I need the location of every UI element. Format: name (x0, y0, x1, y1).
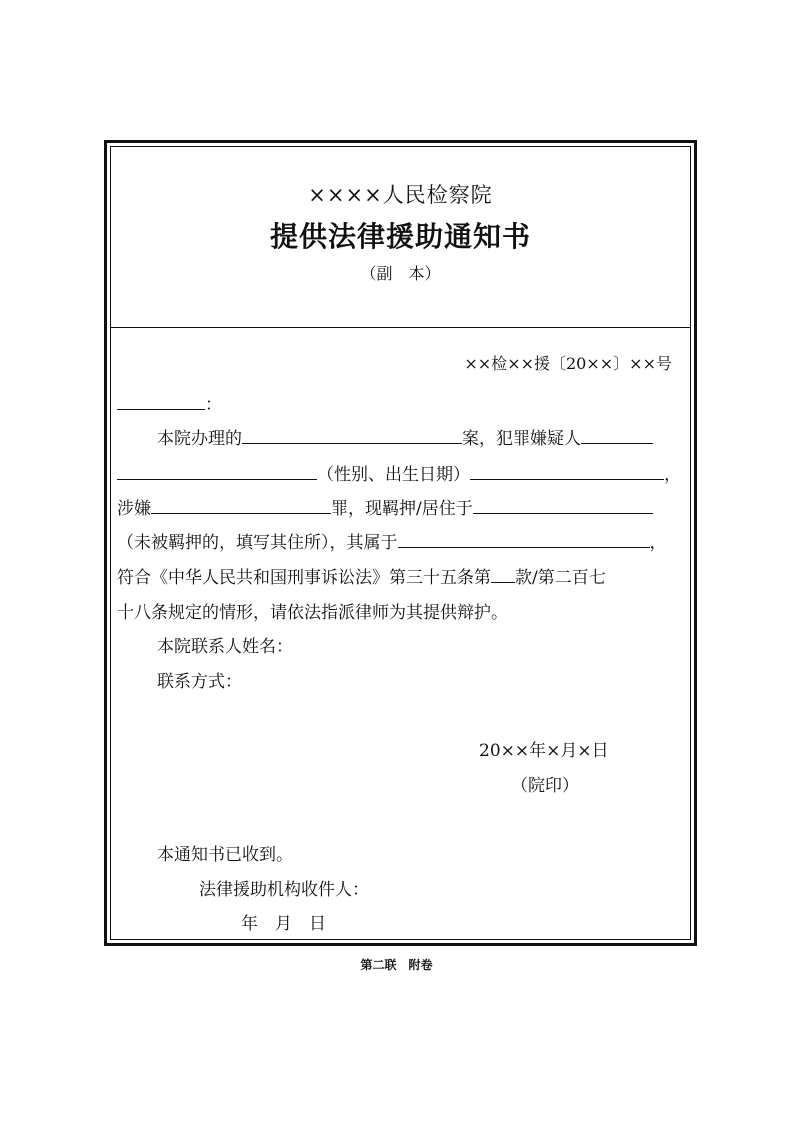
comma: ， (664, 465, 681, 485)
document-inner-border (110, 146, 691, 940)
body-line-6: 十八条规定的情形，请依法指派律师为其提供辩护。 (117, 603, 508, 623)
body-line-4 (117, 528, 667, 553)
copy-label: （副 本） (360, 264, 441, 283)
body-line-1 (157, 424, 653, 449)
text-gender-dob: （性别、出生日期） (317, 465, 470, 485)
issue-date: 20××年×月×日 (479, 741, 609, 761)
text-suspect-label: 案，犯罪嫌疑人 (462, 429, 581, 449)
comma: ， (649, 533, 667, 553)
addressee-colon: ： (205, 395, 222, 415)
text-detained-at: 罪，现羁押/居住于 (331, 499, 473, 519)
footer-copy-note: 第二联 附卷 (360, 958, 433, 972)
text-article: 款/第二百七 (515, 568, 606, 588)
text-residence-note: （未被羁押的，填写其住所），其属于 (117, 533, 398, 553)
category-blank[interactable] (398, 529, 650, 548)
receipt-date: 年 月 日 (241, 914, 326, 934)
document-title: 提供法律援助通知书 (269, 220, 531, 253)
seal-label: （院印） (511, 776, 579, 796)
contact-name: 本院联系人姓名： (157, 637, 293, 657)
body-line-3 (117, 494, 653, 519)
body-line-5 (117, 563, 606, 588)
suspect-name-blank-cont[interactable] (117, 461, 317, 480)
clause-blank[interactable] (491, 564, 515, 583)
contact-method: 联系方式： (157, 672, 242, 692)
addressee-blank[interactable] (117, 391, 205, 410)
document-number: ××检××援〔20××〕××号 (464, 354, 672, 373)
recipient-label: 法律援助机构收件人： (199, 880, 369, 900)
document-frame (104, 140, 697, 946)
case-name-blank[interactable] (242, 425, 462, 444)
addressee-line (117, 390, 222, 415)
crime-blank[interactable] (151, 495, 331, 514)
detention-place-blank[interactable] (473, 495, 653, 514)
receipt-confirmation: 本通知书已收到。 (157, 845, 293, 865)
suspect-name-blank[interactable] (581, 425, 653, 444)
body-line-2 (117, 460, 681, 485)
text-law-reference: 符合《中华人民共和国刑事诉讼法》第三十五条第 (117, 568, 491, 588)
text-case-prefix: 本院办理的 (157, 429, 242, 449)
header-divider (111, 327, 690, 328)
text-suspected: 涉嫌 (117, 499, 151, 519)
gender-dob-blank[interactable] (470, 461, 664, 480)
org-name: ××××人民检察院 (308, 183, 493, 207)
